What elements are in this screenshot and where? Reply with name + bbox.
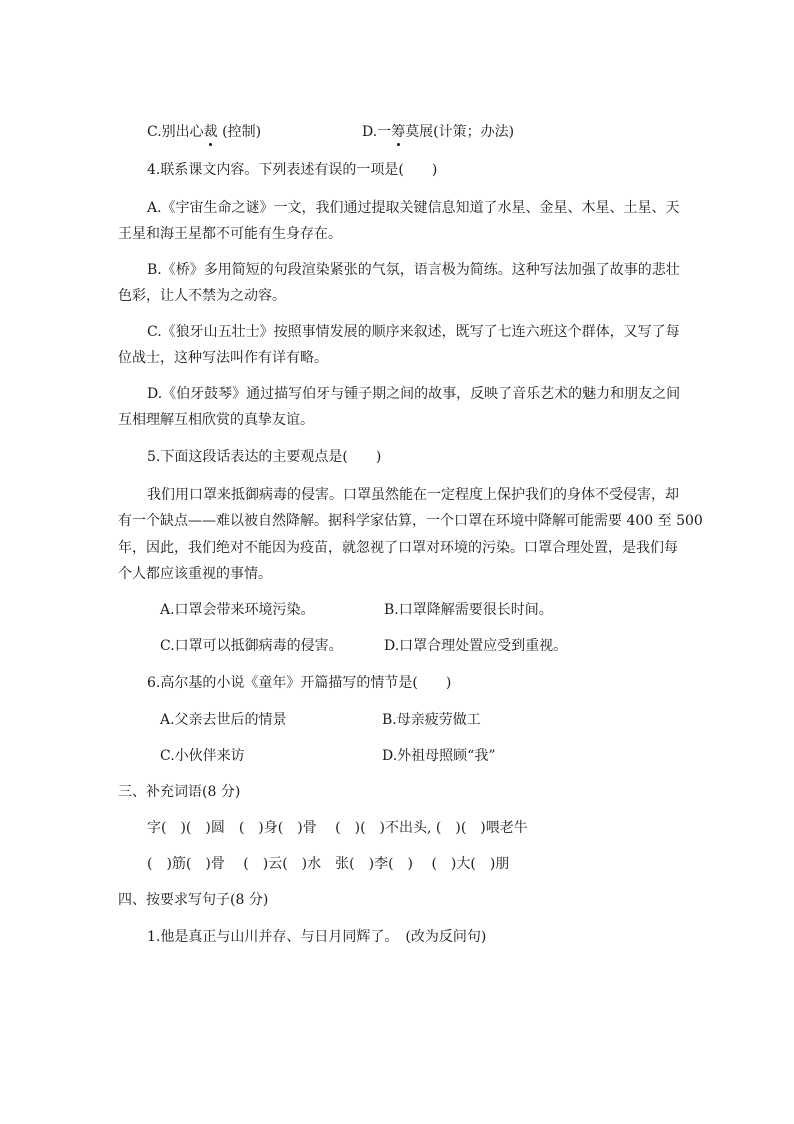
q4-option-d-line2: 互相理解互相欣赏的真挚友谊。	[118, 412, 314, 428]
q5-option-c: C.口罩可以抵御病毒的侵害。	[160, 638, 343, 654]
q6-stem: 6.高尔基的小说《童年》开篇描写的情节是( )	[147, 675, 452, 691]
q5-option-d: D.口罩合理处置应受到重视。	[384, 638, 568, 654]
q4-option-a-line2: 王星和海王星都不可能有生身存在。	[118, 226, 342, 242]
q4-option-c-line2: 位战士，这种写法叫作有详有略。	[118, 350, 328, 366]
q4-option-b-line2: 色彩，让人不禁为之动容。	[118, 288, 286, 304]
q3-option-c-post: (控制)	[222, 124, 262, 140]
q4-stem: 4.联系课文内容。下列表述有误的一项是( )	[147, 162, 438, 178]
q5-option-b: B.口罩降解需要很长时间。	[384, 602, 553, 618]
q6-option-c: C.小伙伴来访	[160, 748, 245, 764]
section4-title: 四、按要求写句子(8 分)	[118, 892, 269, 908]
section3-row2: ( )筋( )骨 ( )云( )水 张( )李( ) ( )大( )朋	[147, 856, 510, 872]
q3-option-d	[362, 122, 514, 142]
q3-option-d-post: 莫展(计策；办法)	[405, 124, 515, 140]
q5-passage-line1: 我们用口罩来抵御病毒的侵害。口罩虽然能在一定程度上保护我们的身体不受侵害，却	[147, 487, 679, 503]
q3-option-d-pre: D.一	[362, 124, 392, 140]
section3-row1: 字( )( )圆 ( )身( )骨 ( )( )不出头, ( )( )喂老牛	[147, 820, 528, 836]
q5-passage-line3: 年，因此，我们绝对不能因为疫苗，就忽视了口罩对环境的污染。口罩合理处置，是我们每	[118, 540, 678, 556]
q5-option-a: A.口罩会带来环境污染。	[160, 602, 315, 618]
q5-passage-line2: 有一个缺点——难以被自然降解。据科学家估算，一个口罩在环境中降解可能需要 400 至 500	[118, 513, 703, 529]
section3-title: 三、补充词语(8 分)	[118, 784, 241, 800]
q3-option-c-dotted-char: 裁	[203, 124, 218, 140]
q4-option-d-line1: D.《伯牙鼓琴》通过描写伯牙与锺子期之间的故事，反映了音乐艺术的魅力和朋友之间	[147, 386, 681, 402]
q6-option-d: D.外祖母照顾“我”	[382, 748, 496, 764]
q4-option-b-line1: B.《桥》多用简短的句段渲染紧张的气氛，语言极为简练。这种写法加强了故事的悲壮	[147, 262, 680, 278]
q3-option-c-pre: C.别出心	[147, 124, 204, 140]
q6-option-b: B.母亲疲劳做工	[382, 712, 481, 728]
q3-option-c	[147, 122, 261, 142]
section4-sentence1: 1.他是真正与山川并存、与日月同辉了。 (改为反问句)	[147, 929, 487, 945]
q4-option-c-line1: C.《狼牙山五壮士》按照事情发展的顺序来叙述，既写了七连六班这个群体，又写了每	[147, 324, 680, 340]
q3-option-d-dotted-char: 筹	[391, 124, 406, 140]
q5-stem: 5.下面这段话表达的主要观点是( )	[147, 449, 382, 465]
q4-option-a-line1: A.《宇宙生命之谜》一文，我们通过提取关键信息知道了水星、金星、木星、土星、天	[147, 200, 680, 216]
q5-passage-line4: 个人都应该重视的事情。	[118, 566, 272, 582]
q6-option-a: A.父亲去世后的情景	[160, 712, 287, 728]
